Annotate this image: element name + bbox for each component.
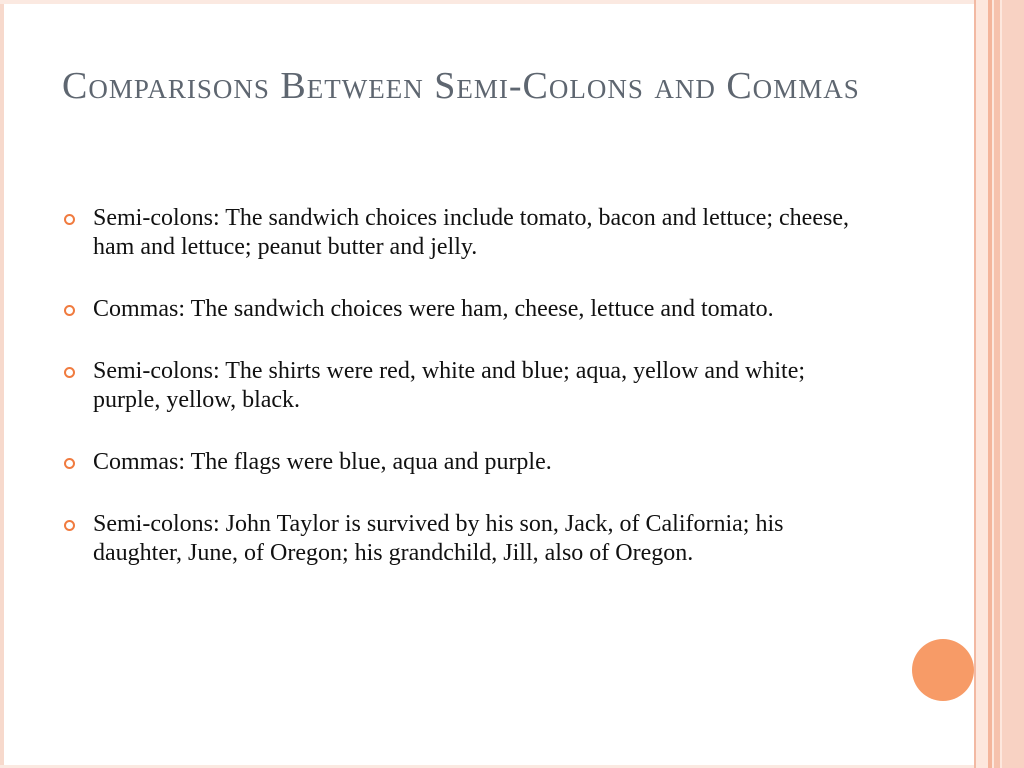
stripe bbox=[1002, 0, 1024, 768]
orange-circle-decoration-icon bbox=[912, 639, 974, 701]
bullet-list bbox=[62, 204, 872, 601]
list-item bbox=[62, 204, 872, 262]
bullet-circle-icon bbox=[64, 520, 75, 531]
decorative-stripes bbox=[974, 0, 1024, 768]
list-item bbox=[62, 448, 872, 477]
list-item bbox=[62, 510, 872, 568]
bullet-circle-icon bbox=[64, 305, 75, 316]
bullet-text: Semi-colons: John Taylor is survived by his son, Jack, of California; his daughter, June, of Oregon; his grandchild, Jill, also of Oregon. bbox=[93, 511, 784, 566]
bullet-text: Semi-colons: The sandwich choices include tomato, bacon and lettuce; cheese, ham and lettuce; peanut butter and jelly. bbox=[93, 205, 849, 260]
slide-left-border bbox=[0, 0, 4, 768]
stripe bbox=[976, 0, 988, 768]
bullet-circle-icon bbox=[64, 214, 75, 225]
bullet-text: Commas: The flags were blue, aqua and purple. bbox=[93, 449, 552, 475]
slide-title: Comparisons Between Semi-Colons and Commas bbox=[62, 65, 860, 107]
slide-top-border bbox=[0, 0, 1024, 4]
bullet-circle-icon bbox=[64, 367, 75, 378]
list-item bbox=[62, 357, 872, 415]
bullet-circle-icon bbox=[64, 458, 75, 469]
bullet-text: Semi-colons: The shirts were red, white and blue; aqua, yellow and white; purple, yellow, black. bbox=[93, 358, 806, 413]
bullet-text: Commas: The sandwich choices were ham, cheese, lettuce and tomato. bbox=[93, 296, 774, 322]
list-item bbox=[62, 295, 872, 324]
